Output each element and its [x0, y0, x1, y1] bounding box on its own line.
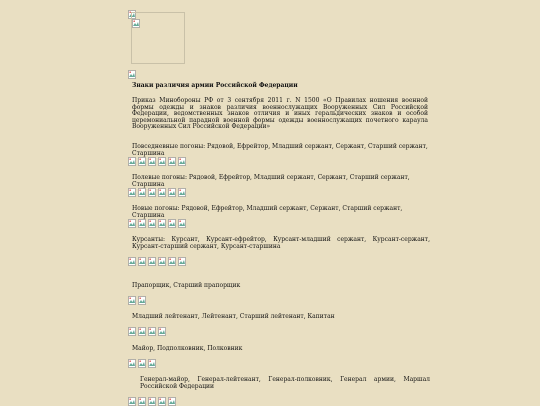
insignia-image-icon: [138, 157, 146, 166]
icon-row-cadets: [128, 257, 186, 266]
insignia-image-icon: [138, 257, 146, 266]
insignia-image-icon: [148, 359, 156, 368]
insignia-image-icon: [168, 219, 176, 228]
insignia-image-icon: [168, 257, 176, 266]
insignia-image-icon: [128, 296, 136, 305]
insignia-image-icon: [178, 257, 186, 266]
insignia-image-icon: [178, 188, 186, 197]
insignia-image-icon: [128, 327, 136, 336]
icon-row-field: [128, 188, 186, 197]
insignia-image-icon: [158, 219, 166, 228]
section-label-senior-officers: Майор, Подполковник, Полковник: [132, 345, 243, 352]
section-label-new: Новые погоны: Рядовой, Ефрейтор, Младший сержант, Сержант, Старший сержант, Старшина: [132, 205, 403, 219]
icon-row-junior-officers: [128, 327, 166, 336]
insignia-image-icon: [138, 296, 146, 305]
insignia-image-icon: [158, 257, 166, 266]
insignia-image-icon: [158, 327, 166, 336]
section-label-junior-officers: Младший лейтенант, Лейтенант, Старший лейтенант, Капитан: [132, 313, 335, 320]
insignia-image-icon: [128, 188, 136, 197]
insignia-image-icon: [148, 257, 156, 266]
insignia-image-icon: [178, 157, 186, 166]
icon-row-senior-officers: [128, 359, 156, 368]
insignia-image-icon: [168, 188, 176, 197]
section-label-field: Полевые погоны: Рядовой, Ефрейтор, Младший сержант, Сержант, Старший сержант, Старшина: [132, 174, 410, 188]
icon-row-warrant: [128, 296, 146, 305]
insignia-image-icon: [148, 219, 156, 228]
insignia-image-icon: [148, 327, 156, 336]
insignia-image-icon: [138, 359, 146, 368]
insignia-image-icon: [148, 157, 156, 166]
insignia-image-icon: [128, 157, 136, 166]
section-label-generals: Генерал-майор, Генерал-лейтенант, Генерал-полковник, Генерал армии, Маршал Российской Федерации: [140, 376, 430, 390]
section-label-cadets: Курсанты: Курсант, Курсант-ефрейтор, Курсант-младший сержант, Курсант-сержант, Курсант-старший сержант, Курсант-старшина: [132, 236, 430, 250]
insignia-image-icon: [158, 188, 166, 197]
insignia-image-icon: [128, 359, 136, 368]
insignia-image-icon: [138, 219, 146, 228]
page-title: Знаки различия армии Российской Федерации: [132, 82, 298, 89]
insignia-image-icon: [128, 219, 136, 228]
insignia-image-icon: [178, 219, 186, 228]
section-label-warrant: Прапорщик, Старший прапорщик: [132, 282, 241, 289]
insignia-image-icon: [138, 188, 146, 197]
broken-image-icon: [132, 13, 140, 22]
icon-row-new: [128, 219, 186, 228]
hero-image-placeholder: [131, 12, 185, 64]
insignia-image-icon: [148, 188, 156, 197]
insignia-image-icon: [168, 157, 176, 166]
insignia-image-icon: [158, 157, 166, 166]
broken-image-icon: [128, 64, 136, 73]
order-paragraph: Приказ Минобороны РФ от 3 сентября 2011 г. N 1500 «О Правилах ношения военной формы одежды и знаков различия военнослужащих Вооруженных Сил Российской Федерации, ведомственных знаков отличия и иных геральдических знаков и особой церемониальной парадной военной формы одежды военнослужащих почетного караула Вооруженных Сил Российской Федерации»: [132, 97, 428, 130]
icon-row-everyday: [128, 157, 186, 166]
section-label-everyday: Повседневные погоны: Рядовой, Ефрейтор, Младший сержант, Сержант, Старший сержант, Старшина: [132, 143, 428, 157]
insignia-image-icon: [128, 257, 136, 266]
insignia-image-icon: [138, 327, 146, 336]
